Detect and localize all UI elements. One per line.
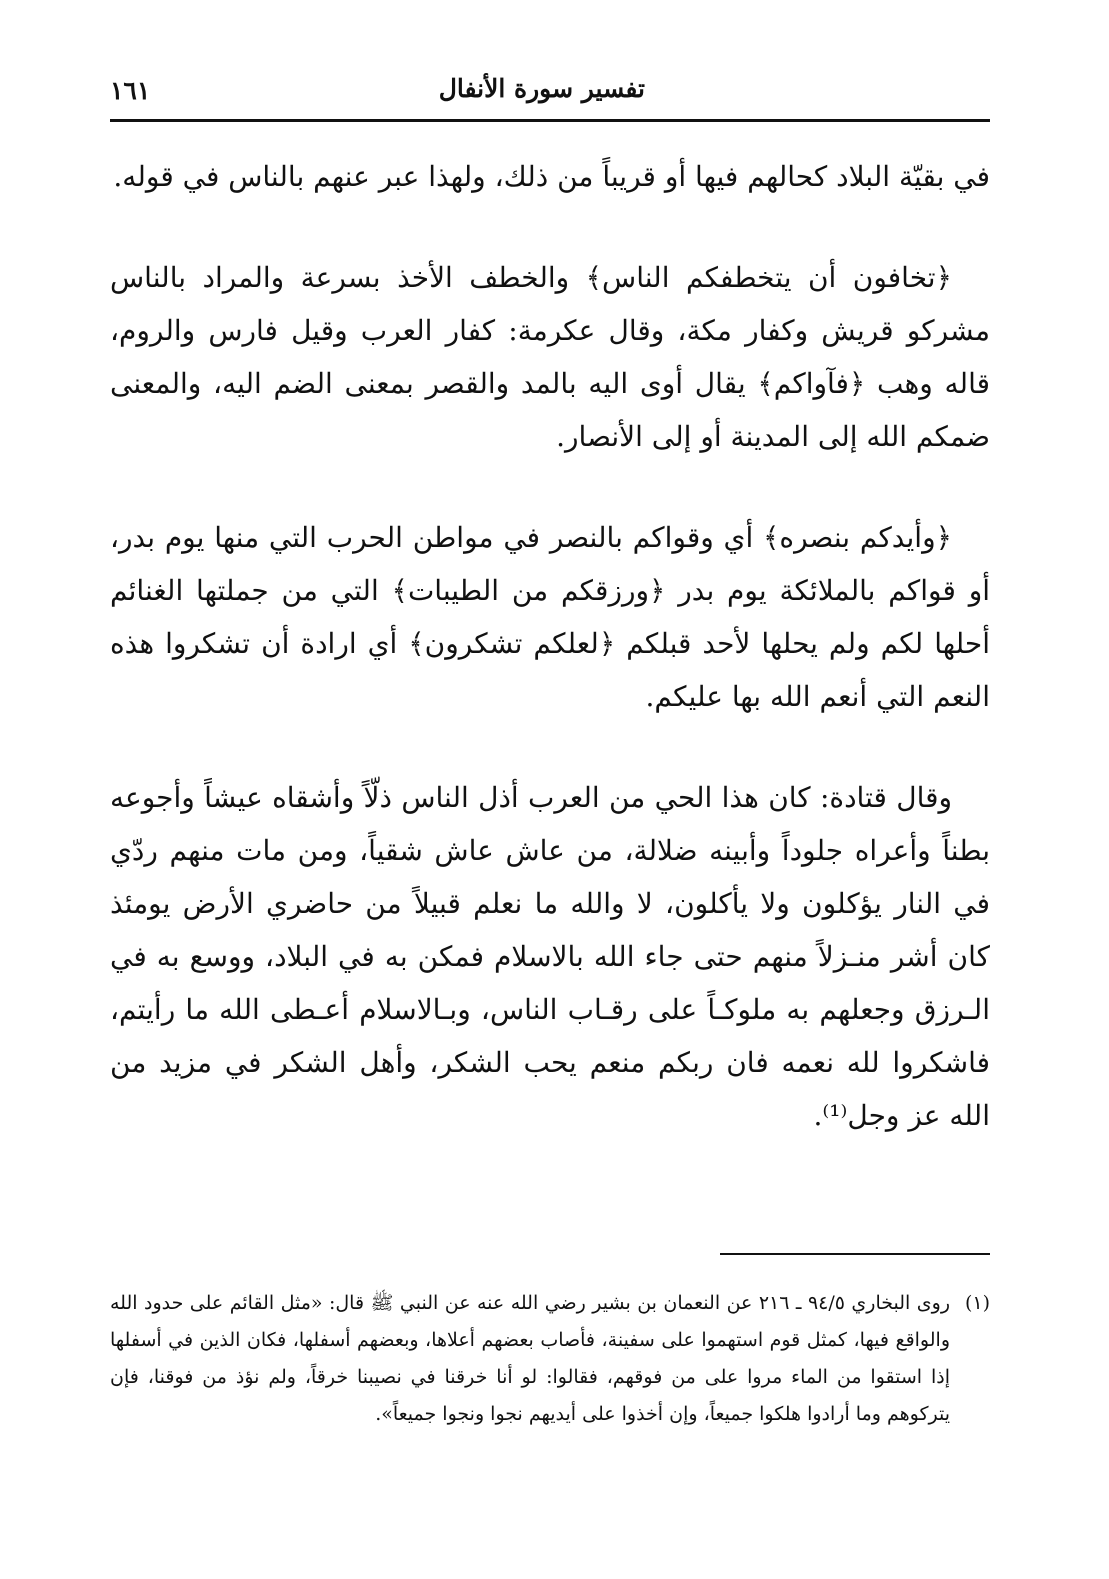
footnote-divider bbox=[720, 1253, 990, 1255]
body-text bbox=[110, 150, 990, 1190]
paragraph-1: في بقيّة البلاد كحالهم فيها أو قريباً من ذلك، ولهذا عبر عنهم بالناس في قوله. bbox=[113, 160, 990, 193]
page-number: ١٦١ bbox=[110, 76, 151, 105]
paragraph-3: ﴿وأيدكم بنصره﴾ أي وقواكم بالنصر في مواطن الحرب التي منها يوم بدر، أو قواكم بالملائكة يوم بدر ﴿ورزقكم من الطيبات﴾ التي من جملتها الغنائم أحلها لكم ولم يحلها لأحد قبلكم ﴿لعلكم تشكرون﴾ أي ارادة أن تشكروا هذه النعم التي أنعم الله بها عليكم. bbox=[110, 521, 990, 713]
footnote-item bbox=[110, 1285, 990, 1433]
footnote-marker: (١) bbox=[964, 1292, 990, 1314]
paragraph-2: ﴿تخافون أن يتخطفكم الناس﴾ والخطف الأخذ بسرعة والمراد بالناس مشركو قريش وكفار مكة، وقال عكرمة: كفار العرب وقيل فارس والروم، قاله وهب ﴿فآواكم﴾ يقال أوى اليه بالمد والقصر بمعنى الضم اليه، والمعنى ضمكم الله إلى المدينة أو إلى الأنصار. bbox=[110, 261, 990, 453]
footnote-text: روى البخاري ٩٤/٥ ـ ٢١٦ عن النعمان بن بشير رضي الله عنه عن النبي ﷺ قال: «مثل القائم على حدود الله والواقع فيها، كمثل قوم استهموا على سفينة، فأصاب بعضهم أعلاها، وبعضهم أسفلها، فكان الذين في أسفلها إذا استقوا من الماء مروا على من فوقهم، فقالوا: لو أنا خرقنا في نصيبنا خرقاً، ولم نؤذ من فوقنا، فإن يتركوهم وما أرادوا هلكوا جميعاً، وإن أخذوا على أيديهم نجوا ونجوا جميعاً». bbox=[110, 1292, 951, 1425]
header-rule bbox=[110, 119, 990, 122]
paragraph-4: وقال قتادة: كان هذا الحي من العرب أذل الناس ذلّاً وأشقاه عيشاً وأجوعه بطناً وأعراه جلوداً وأبينه ضلالة، من عاش عاش شقياً، ومن مات منهم ردّي في النار يؤكلون ولا يأكلون، لا والله ما نعلم قبيلاً من حاضري الأرض يومئذ كان أشر منـزلاً منهم حتى جاء الله بالاسلام فمكن به في البلاد، ووسع به في الـرزق وجعلهم به ملوكـاً على رقـاب الناس، وبـالاسلام أعـطى الله ما رأيتم، فاشكروا لله نعمه فان ربكم منعم يحب الشكر، وأهل الشكر في مزيد من الله عز وجل⁽¹⁾. bbox=[110, 781, 990, 1132]
running-title: تفسير سورة الأنفال bbox=[438, 74, 645, 103]
footnotes bbox=[110, 1285, 990, 1433]
page-header bbox=[110, 70, 990, 120]
